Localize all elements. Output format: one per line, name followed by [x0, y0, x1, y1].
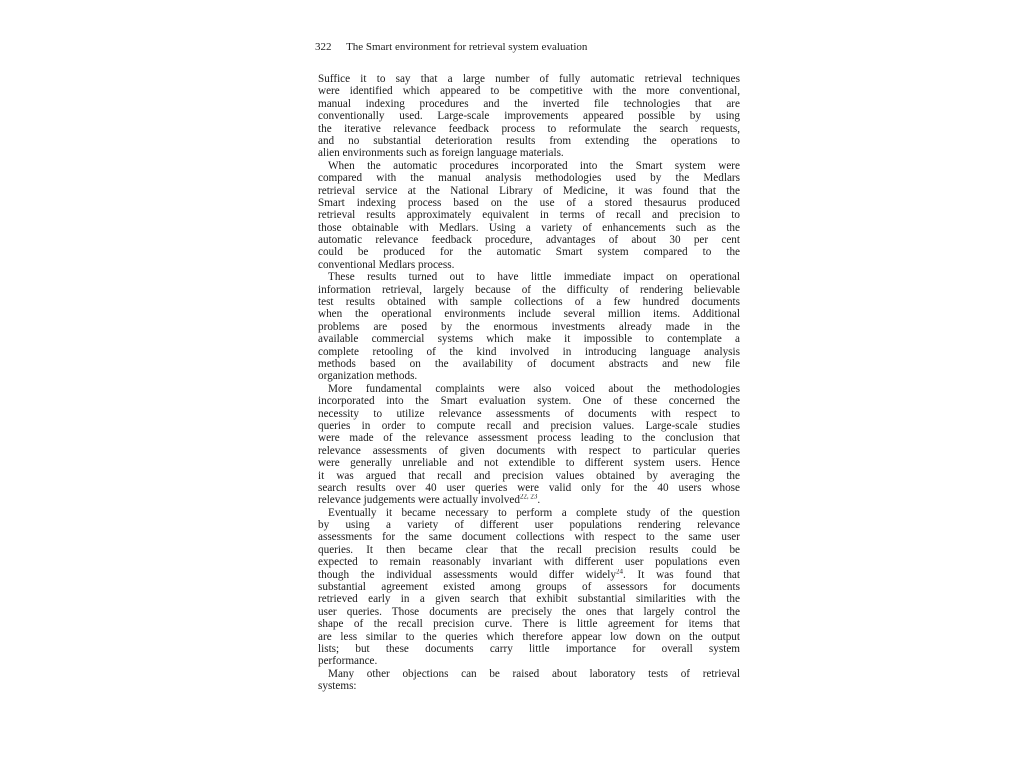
text-line: substantial agreement existed among groups of assessors for documents: [318, 581, 740, 594]
running-head-title: The Smart environment for retrieval system evaluation: [346, 41, 588, 53]
text-line: complete retooling of the kind involved in introducing language analysis: [318, 345, 740, 358]
text-line: When the automatic procedures incorporated into the Smart system were: [328, 159, 740, 172]
text-line: when the operational environments include several million items. Additional: [318, 308, 740, 321]
citation-superscript: 24: [615, 568, 623, 575]
text-line: expected to remain reasonably invariant with different user populations even: [318, 556, 740, 569]
text-line: manual indexing procedures and the inverted file technologies that are: [318, 97, 740, 110]
paragraph-6: [318, 668, 740, 693]
paragraph-1: [318, 73, 740, 160]
text-line: systems:: [318, 680, 357, 693]
text-line: shape of the recall precision curve. There is little agreement for items that: [318, 618, 740, 631]
text-line: information retrieval, largely because of the difficulty of rendering believable: [318, 283, 740, 296]
body-text: [318, 73, 740, 693]
text-line-content: though the individual assessments would differ widely: [318, 568, 616, 581]
text-line: retrieval results approximately equivalent in terms of recall and precision to: [318, 209, 740, 222]
text-line: Eventually it became necessary to perform a complete study of the question: [328, 506, 740, 519]
text-line: incorporated into the Smart evaluation system. One of these concerned the: [318, 395, 740, 408]
paragraph-5: [318, 507, 740, 668]
text-line: the iterative relevance feedback process to reformulate the search requests,: [318, 122, 740, 135]
text-line: queries in order to compute recall and precision values. Large-scale studies: [318, 419, 740, 432]
text-line: alien environments such as foreign language materials.: [318, 147, 564, 160]
paragraph-2: [318, 160, 740, 272]
text-line: queries. It then became clear that the recall precision results could be: [318, 543, 740, 556]
text-line: methods based on the availability of document abstracts and new file: [318, 357, 740, 370]
text-line: retrieval service at the National Library of Medicine, it was found that the: [318, 184, 740, 197]
text-line: it was argued that recall and precision values obtained by averaging the: [318, 469, 740, 482]
text-line: necessity to utilize relevance assessments of documents with respect to: [318, 407, 740, 420]
text-line: were made of the relevance assessment process leading to the conclusion that: [318, 432, 740, 445]
text-line: user queries. Those documents are precisely the ones that largely control the: [318, 605, 740, 618]
text-line: organization methods.: [318, 370, 418, 383]
text-line: [318, 569, 740, 581]
text-line: test results obtained with sample collections of a few hundred documents: [318, 296, 740, 309]
text-line: and no substantial deterioration results from extending the operations to: [318, 134, 740, 147]
text-line: those obtainable with Medlars. Using a variety of enhancements such as the: [318, 221, 740, 234]
text-line: by using a variety of different user populations rendering relevance: [318, 519, 740, 532]
citation-superscript: 22, 23: [519, 494, 538, 501]
text-line: problems are posed by the enormous investments already made in the: [318, 320, 740, 333]
text-line: Suffice it to say that a large number of fully automatic retrieval techniques: [318, 73, 740, 85]
text-line: automatic relevance feedback procedure, advantages of about 30 per cent: [318, 234, 740, 247]
text-line: retrieved early in a given search that exhibit substantial similarities with the: [318, 593, 740, 606]
text-line: were generally unreliable and not extendible to different system users. Hence: [318, 457, 740, 470]
text-line: available commercial systems which make it impossible to contemplate a: [318, 333, 740, 346]
text-line-tail: .: [537, 494, 541, 507]
text-line: conventional Medlars process.: [318, 258, 455, 271]
text-line: compared with the manual analysis methodologies used by the Medlars: [318, 172, 740, 185]
page-number: 322: [315, 41, 332, 53]
text-line-content: relevance judgements were actually involved: [318, 494, 520, 507]
text-line: More fundamental complaints were also voiced about the methodologies: [328, 382, 740, 395]
paragraph-3: [318, 271, 740, 383]
text-line: were identified which appeared to be competitive with the more conventional,: [318, 85, 740, 98]
text-line: could be produced for the automatic Smart system compared to the: [318, 246, 740, 259]
text-line: are less similar to the queries which therefore appear low down on the output: [318, 630, 740, 643]
text-line: performance.: [318, 655, 378, 668]
text-line: Smart indexing process based on the use of a stored thesaurus produced: [318, 196, 740, 209]
running-head: [315, 41, 745, 53]
text-line-tail: . It was found that: [622, 568, 740, 581]
text-line: conventionally used. Large-scale improvements appeared possible by using: [318, 110, 740, 123]
paragraph-4: [318, 383, 740, 507]
text-line: [318, 494, 740, 506]
text-line: These results turned out to have little immediate impact on operational: [328, 271, 740, 284]
text-line: relevance assessments of given documents with respect to particular queries: [318, 444, 740, 457]
text-line: assessments for the same document collections with respect to the same user: [318, 531, 740, 544]
text-line: Many other objections can be raised about laboratory tests of retrieval: [328, 667, 740, 680]
text-line: lists; but these documents carry little importance for overall system: [318, 642, 740, 655]
text-line: search results over 40 user queries were valid only for the 40 users whose: [318, 481, 740, 494]
